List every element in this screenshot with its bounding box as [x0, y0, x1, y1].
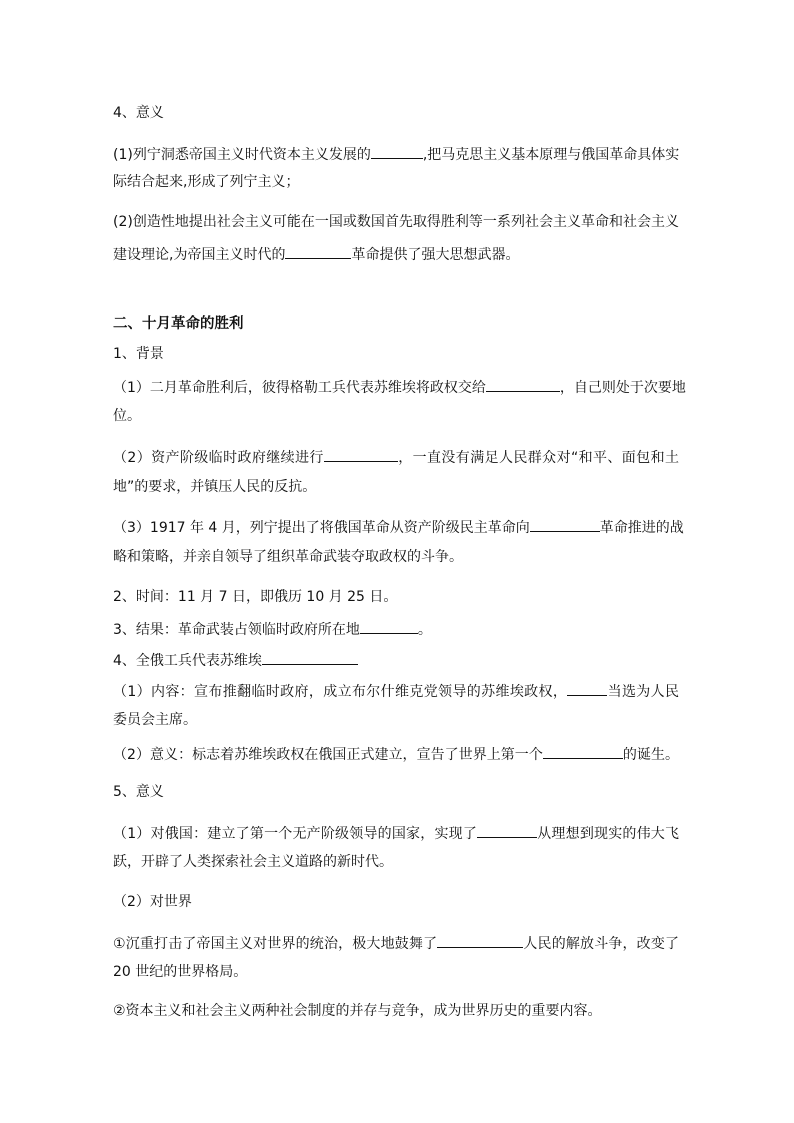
fill-blank[interactable]	[437, 932, 523, 948]
time-line: 2、时间：11 月 7 日，即俄历 10 月 25 日。	[113, 589, 398, 605]
text: （3）1917 年 4 月，列宁提出了将俄国革命从资产阶级民主革命向	[113, 520, 530, 536]
fill-blank[interactable]	[530, 516, 600, 532]
paragraph-line: （2）对世界	[113, 894, 192, 910]
text: 革命提供了强大思想武器。	[351, 247, 520, 263]
paragraph-line: 际结合起来,形成了列宁主义；	[113, 174, 300, 190]
text: （2）意义：标志着苏维埃政权在俄国正式建立，宣告了世界上第一个	[113, 747, 543, 763]
section-title: 4、意义	[113, 105, 164, 121]
paragraph-line	[113, 822, 679, 844]
text: ，自己则处于次要地	[559, 380, 686, 396]
fill-blank[interactable]	[567, 680, 607, 696]
text: ①沉重打击了帝国主义对世界的统治，极大地鼓舞了	[113, 936, 438, 952]
text: （1）内容：宣布推翻临时政府，成立布尔什维克党领导的苏维埃政权，	[113, 684, 568, 700]
paragraph-line: ②资本主义和社会主义两种社会制度的并存与竞争，成为世界历史的重要内容。	[113, 1003, 602, 1019]
text: 当选为人民	[607, 684, 680, 700]
text: （1）对俄国：建立了第一个无产阶级领导的国家，实现了	[113, 826, 478, 842]
result-line	[113, 618, 432, 640]
text: 建设理论,为帝国主义时代的	[113, 247, 286, 263]
paragraph-line	[113, 143, 679, 165]
paragraph-line	[113, 516, 684, 538]
paragraph-line	[113, 243, 519, 265]
paragraph-line: 位。	[113, 408, 141, 424]
paragraph-line	[113, 743, 679, 765]
text: ,把马克思主义基本原理与俄国革命具体实	[422, 147, 680, 163]
text: (1)列宁洞悉帝国主义时代资本主义发展的	[113, 147, 371, 163]
paragraph-line	[113, 680, 679, 702]
fill-blank[interactable]	[360, 618, 418, 634]
fill-blank[interactable]	[486, 376, 560, 392]
text: 4、全俄工兵代表苏维埃	[113, 653, 262, 669]
section-heading: 二、十月革命的胜利	[113, 316, 244, 332]
text: 。	[417, 622, 432, 638]
subsection-title: 5、意义	[113, 784, 164, 800]
fill-blank[interactable]	[543, 743, 623, 759]
fill-blank[interactable]	[371, 143, 423, 159]
subsection-title	[113, 649, 358, 671]
fill-blank[interactable]	[477, 822, 537, 838]
paragraph-line: 委员会主席。	[113, 712, 197, 728]
paragraph-line: 略和策略，并亲自领导了组织革命武装夺取政权的斗争。	[113, 549, 463, 565]
paragraph-line	[113, 932, 679, 954]
text: 从理想到现实的伟大飞	[537, 826, 680, 842]
text: （1）二月革命胜利后，彼得格勒工兵代表苏维埃将政权交给	[113, 380, 486, 396]
paragraph-line	[113, 376, 686, 398]
paragraph-line: 20 世纪的世界格局。	[113, 964, 248, 980]
paragraph-line: (2)创造性地提出社会主义可能在一国或数国首先取得胜利等一系列社会主义革命和社会主义	[113, 214, 679, 230]
text: （2）资产阶级临时政府继续进行	[113, 450, 324, 466]
text: ，一直没有满足人民群众对“和平、面包和土	[397, 450, 679, 466]
text: 3、结果：革命武装占领临时政府所在地	[113, 622, 360, 638]
paragraph-line	[113, 446, 679, 468]
fill-blank[interactable]	[324, 446, 398, 462]
fill-blank[interactable]	[262, 649, 358, 665]
paragraph-line: 地”的要求，并镇压人民的反抗。	[113, 479, 317, 495]
text: 人民的解放斗争，改变了	[523, 936, 679, 952]
text: 革命推进的战	[599, 520, 684, 536]
paragraph-line: 跃，开辟了人类探索社会主义道路的新时代。	[113, 854, 393, 870]
text: 的诞生。	[622, 747, 679, 763]
subsection-title: 1、背景	[113, 346, 164, 362]
fill-blank[interactable]	[285, 243, 351, 259]
